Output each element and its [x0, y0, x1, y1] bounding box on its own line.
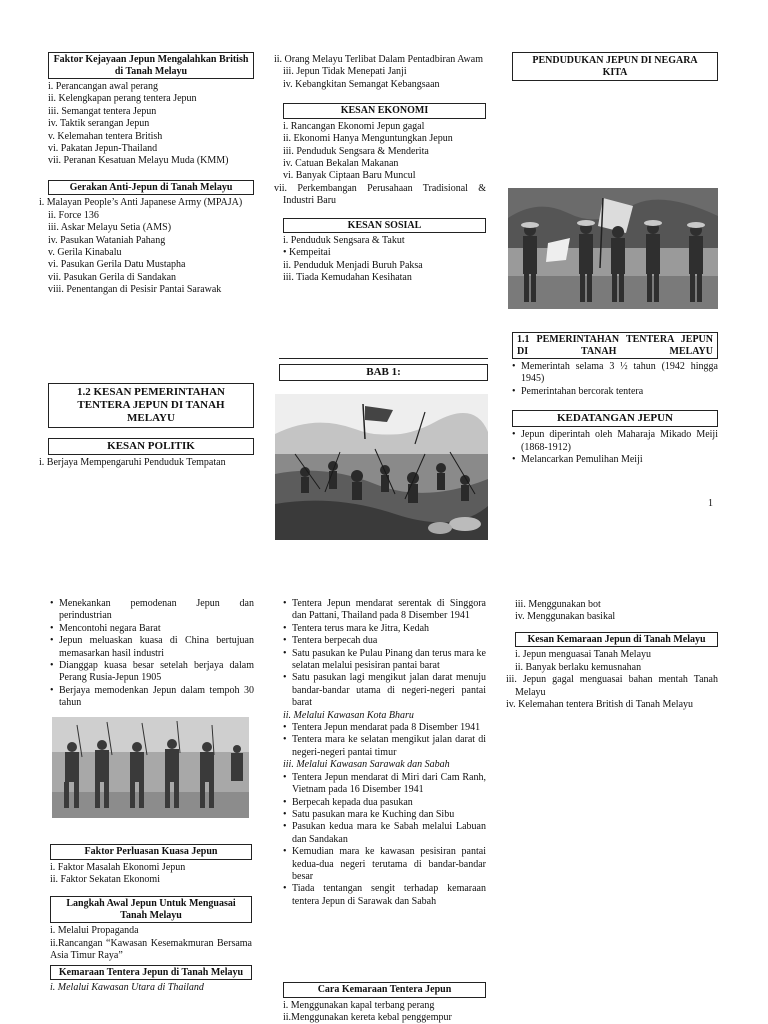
list-item: • Satu pasukan lagi mengikut jalan darat menuju bandar-bandar utama di negeri-negeri pantai barat: [283, 672, 486, 709]
list-item: v. Kelemahan tentera British: [48, 130, 163, 142]
top-right-column: [512, 52, 718, 81]
list-item: • Kempeitai: [283, 247, 331, 259]
list-item: • Tentera mara ke selatan mengikut jalan darat di negeri-negeri pantai timur: [283, 734, 486, 759]
list-item: iii. Semangat tentera Jepun: [48, 105, 157, 117]
list-item: iii. Penduduk Sengsara & Menderita: [283, 145, 429, 157]
thailand-route-list: [283, 598, 486, 710]
list-item: • Tiada tentangan sengit terhadap kemaraan tentera Jepun di Sarawak dan Sabah: [283, 883, 486, 908]
battle-illustration: [275, 394, 488, 540]
kesan-ekonomi-heading: KESAN EKONOMI: [283, 103, 486, 119]
faktor-perluasan-heading: Faktor Perluasan Kuasa Jepun: [50, 844, 252, 860]
list-item: ii. Penduduk Menjadi Buruh Paksa: [283, 259, 423, 271]
list-item: iii. Askar Melayu Setia (AMS): [48, 222, 172, 234]
list-item: • Berjaya memodenkan Jepun dalam tempoh 30 tahun: [50, 685, 254, 710]
list-item: i. Menggunakan kapal terbang perang: [283, 999, 435, 1011]
kesan-sosial-heading: KESAN SOSIAL: [283, 218, 486, 234]
bottom-right-column: [506, 597, 718, 711]
kedatangan-list: [512, 429, 718, 466]
list-item: • Tentera terus mara ke Jitra, Kedah: [283, 623, 486, 635]
list-item: • Tentera Jepun mendarat di Miri dari Cam Ranh, Vietnam pada 16 Disember 1941: [283, 772, 486, 797]
list-item: • Tentera Jepun mendarat serentak di Singgora dan Pattani, Thailand pada 8 Disember 1941: [283, 598, 486, 623]
cara-kemaraan-section: [283, 982, 486, 1024]
list-item: i. Faktor Masalah Ekonomi Jepun: [50, 861, 186, 873]
kesan-sosial-list: [283, 235, 486, 285]
list-item: iv. Pasukan Wataniah Pahang: [48, 234, 166, 246]
list-item: iv. Menggunakan basikal: [515, 611, 616, 623]
cara-kemaraan-heading: Cara Kemaraan Tentera Jepun: [283, 982, 486, 998]
kedatangan-heading: KEDATANGAN JEPUN: [512, 410, 718, 427]
list-item: • Dianggap kuasa besar setelah berjaya dalam Perang Rusia-Jepun 1905: [50, 660, 254, 685]
list-item: • Berpecah kepada dua pasukan: [283, 797, 486, 809]
cara-kemaraan-list: [283, 1000, 486, 1024]
kesan-pemerintahan-heading: 1.2 KESAN PEMERINTAHAN TENTERA JEPUN DI TANAH MELAYU: [48, 383, 254, 428]
list-item: • Tentera Jepun mendarat pada 8 Disember 1941: [283, 722, 486, 734]
list-item: i. Berjaya Mempengaruhi Penduduk Tempatan: [39, 457, 226, 468]
list-item: iv. Kelemahan tentera British di Tanah Melayu: [506, 698, 694, 710]
kemaraan-heading: Kemaraan Tentera Jepun di Tanah Melayu: [50, 965, 252, 981]
bottom-left-lower: [50, 844, 252, 994]
list-item: ii. Orang Melayu Terlibat Dalam Pentadbiran Awam: [274, 54, 483, 65]
list-item: v. Gerila Kinabalu: [48, 246, 122, 258]
kota-bharu-subheading: ii. Melalui Kawasan Kota Bharu: [283, 709, 414, 721]
langkah-awal-list: [50, 925, 252, 962]
list-item: vi. Pakatan Jepun-Thailand: [48, 143, 158, 155]
list-item: • Menekankan pemodenan Jepun dan perindustrian: [50, 598, 254, 623]
faktor-kejayaan-heading: Faktor Kejayaan Jepun Mengalahkan British di Tanah Melayu: [48, 52, 254, 79]
list-item: vii. Peranan Kesatuan Melayu Muda (KMM): [48, 155, 229, 167]
pemerintahan-list: [512, 361, 718, 398]
list-item: • Jepun diperintah oleh Maharaja Mikado Meiji (1868-1912): [512, 429, 718, 454]
list-item: • Kemudian mara ke kawasan pesisiran pantai kedua-dua negeri terutama di bandar-bandar besar: [283, 846, 486, 883]
list-item: i. Penduduk Sengsara & Takut: [283, 235, 405, 247]
bab-divider: [279, 358, 488, 359]
list-item: ii. Ekonomi Hanya Menguntungkan Jepun: [283, 133, 453, 145]
bottom-middle-column: [283, 596, 486, 908]
kesan-politik-continued-list: [274, 54, 486, 91]
list-item: i. Rancangan Ekonomi Jepun gagal: [283, 120, 425, 132]
top-middle-column: [274, 52, 486, 285]
list-item: ii.Rancangan “Kawasan Kesemakmuran Bersama Asia Timur Raya”: [50, 937, 252, 962]
list-item: • Mencontohi negara Barat: [50, 623, 254, 635]
list-item: vi. Pasukan Gerila Datu Mustapha: [48, 259, 186, 271]
list-item: iv. Kebangkitan Semangat Kebangsaan: [283, 78, 440, 90]
kemaraan-list: [50, 982, 252, 994]
list-item: iii. Tiada Kemudahan Kesihatan: [283, 272, 412, 284]
list-item: • Satu pasukan ke Pulau Pinang dan terus mara ke selatan melalui pesisiran pantai barat: [283, 648, 486, 673]
kesan-politik-heading: KESAN POLITIK: [48, 438, 254, 455]
gerakan-anti-jepun-list: [39, 197, 254, 296]
list-item: • Memerintah selama 3 ½ tahun (1942 hingga 1945): [512, 361, 718, 386]
list-item: ii. Force 136: [48, 209, 99, 221]
kesan-pemerintahan-section: [39, 383, 254, 469]
list-item: i. Melalui Kawasan Utara di Thailand: [50, 982, 204, 994]
list-item: ii. Faktor Sekatan Ekonomi: [50, 873, 160, 885]
list-item: i. Melalui Propaganda: [50, 925, 139, 937]
kesan-politik-list: [39, 457, 254, 469]
list-item: • Tentera berpecah dua: [283, 635, 486, 647]
list-item: iv. Taktik serangan Jepun: [48, 118, 150, 130]
list-item: vii. Perkembangan Perusahaan Tradisional & Industri Baru: [274, 182, 486, 207]
bab-heading: BAB 1:: [279, 364, 488, 381]
langkah-awal-heading: Langkah Awal Jepun Untuk Menguasai Tanah Melayu: [50, 896, 252, 923]
bottom-left-column: [50, 596, 254, 710]
list-item: vi. Banyak Ciptaan Baru Muncul: [283, 170, 416, 182]
kesan-ekonomi-list: [274, 120, 486, 208]
surrender-photo: [508, 188, 718, 309]
pemodenan-list: [50, 598, 254, 710]
faktor-kejayaan-list: [48, 81, 254, 168]
kota-bharu-list: [283, 722, 486, 759]
top-left-column: [39, 52, 254, 297]
kesan-kemaraan-heading: Kesan Kemaraan Jepun di Tanah Melayu: [515, 632, 718, 648]
list-item: • Satu pasukan mara ke Kuching dan Sibu: [283, 809, 486, 821]
list-item: ii. Banyak berlaku kemusnahan: [515, 661, 642, 673]
list-item: iii. Menggunakan bot: [515, 599, 601, 610]
list-item: ii.Menggunakan kereta kebal penggempur: [283, 1011, 452, 1023]
marching-soldiers-photo: [52, 717, 249, 818]
list-item: iv. Catuan Bekalan Makanan: [283, 157, 399, 169]
faktor-perluasan-list: [50, 862, 252, 887]
list-item: i. Malayan People’s Anti Japanese Army (MPAJA): [39, 197, 243, 209]
pendudukan-heading: PENDUDUKAN JEPUN DI NEGARA KITA: [512, 52, 718, 81]
list-item: i. Jepun menguasai Tanah Melayu: [515, 649, 652, 661]
list-item: • Melancarkan Pemulihan Meiji: [512, 454, 718, 466]
sarawak-sabah-list: [283, 772, 486, 908]
bab-section: [279, 364, 488, 381]
kesan-kemaraan-list: [506, 649, 718, 711]
list-item: vii. Pasukan Gerila di Sandakan: [48, 271, 177, 283]
list-item: • Pasukan kedua mara ke Sabah melalui Labuan dan Sandakan: [283, 821, 486, 846]
list-item: viii. Penentangan di Pesisir Pantai Sarawak: [48, 284, 222, 296]
gerakan-anti-jepun-heading: Gerakan Anti-Jepun di Tanah Melayu: [48, 180, 254, 196]
pemerintahan-section: [512, 332, 718, 466]
sarawak-sabah-subheading: iii. Melalui Kawasan Sarawak dan Sabah: [283, 759, 450, 771]
list-item: • Jepun meluaskan kuasa di China bertujuan memasarkan hasil industri: [50, 635, 254, 660]
pemerintahan-heading: 1.1 PEMERINTAHAN TENTERA JEPUN DI TANAH MELAYU: [512, 332, 718, 359]
list-item: • Pemerintahan bercorak tentera: [512, 386, 718, 398]
list-item: i. Perancangan awal perang: [48, 81, 158, 92]
list-item: iii. Jepun gagal menguasai bahan mentah Tanah Melayu: [506, 674, 718, 698]
page-number: 1: [708, 498, 713, 509]
list-item: ii. Kelengkapan perang tentera Jepun: [48, 93, 197, 105]
list-item: iii. Jepun Tidak Menepati Janji: [283, 66, 407, 78]
cara-kemaraan-continued-list: [515, 599, 718, 624]
